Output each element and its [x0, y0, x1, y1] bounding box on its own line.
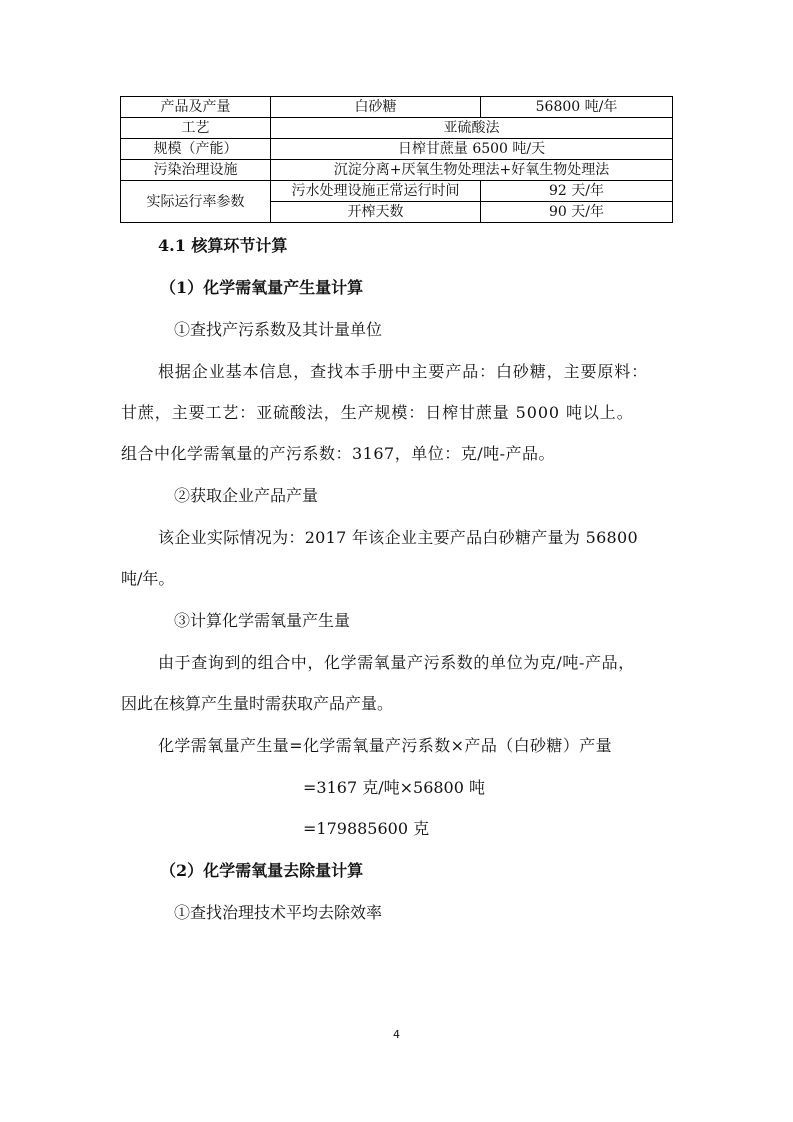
paragraph-line: 根据企业基本信息，查找本手册中主要产品：白砂糖，主要原料：: [158, 362, 649, 381]
facility-cell: 沉淀分离+厌氧生物处理法+好氧生物处理法: [271, 160, 673, 181]
operation-param-value: 92 天/年: [481, 181, 673, 202]
step-3-title: ③计算化学需氧量产生量: [174, 611, 351, 630]
row-label-facility: 污染治理设施: [121, 160, 271, 181]
formula-line: 化学需氧量产生量=化学需氧量产污系数×产品（白砂糖）产量: [158, 736, 613, 755]
operation-param-name: 污水处理设施正常运行时间: [271, 181, 481, 202]
table-row: [121, 160, 673, 181]
row-label-product: 产品及产量: [121, 97, 271, 118]
enterprise-info-table: [120, 96, 673, 223]
formula-line: =3167 克/吨×56800 吨: [303, 778, 485, 797]
paragraph-line: 该企业实际情况为：2017 年该企业主要产品白砂糖产量为 56800: [158, 528, 638, 547]
section-heading: 4.1 核算环节计算: [158, 236, 288, 255]
product-output-cell: 56800 吨/年: [481, 97, 673, 118]
paragraph-line: 吨/年。: [121, 569, 175, 588]
scale-cell: 日榨甘蔗量 6500 吨/天: [271, 139, 673, 160]
step-1-title: ①查找产污系数及其计量单位: [174, 320, 383, 339]
row-label-process: 工艺: [121, 118, 271, 139]
paragraph-line: 甘蔗，主要工艺：亚硫酸法，生产规模：日榨甘蔗量 5000 吨以上。: [121, 403, 634, 422]
table-row: [121, 97, 673, 118]
table-row: [121, 139, 673, 160]
row-label-operation: 实际运行率参数: [121, 181, 271, 223]
table-row: [121, 118, 673, 139]
operation-param-value: 90 天/年: [481, 202, 673, 223]
table-row: [121, 181, 673, 202]
step-1-title: ①查找治理技术平均去除效率: [174, 903, 383, 922]
subsection-heading-1: （1）化学需氧量产生量计算: [160, 278, 364, 297]
product-name-cell: 白砂糖: [271, 97, 481, 118]
operation-param-name: 开榨天数: [271, 202, 481, 223]
row-label-scale: 规模（产能）: [121, 139, 271, 160]
paragraph-line: 因此在核算产生量时需获取产品产量。: [121, 694, 394, 713]
paragraph-line: 组合中化学需氧量的产污系数：3167，单位：克/吨-产品。: [121, 444, 556, 463]
process-cell: 亚硫酸法: [271, 118, 673, 139]
page-number: 4: [393, 1028, 400, 1041]
step-2-title: ②获取企业产品产量: [174, 486, 319, 505]
formula-line: =179885600 克: [303, 819, 430, 838]
paragraph-line: 由于查询到的组合中，化学需氧量产污系数的单位为克/吨-产品，: [158, 653, 635, 672]
subsection-heading-2: （2）化学需氧量去除量计算: [160, 861, 364, 880]
